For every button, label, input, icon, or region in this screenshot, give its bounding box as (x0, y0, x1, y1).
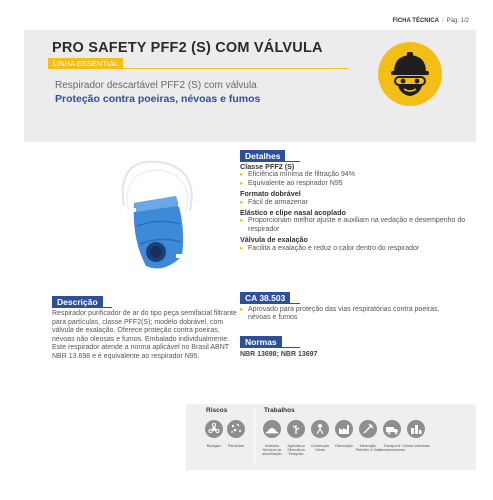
norms-text: NBR 13698; NBR 13697 (240, 351, 318, 358)
product-tagline: Proteção contra poeiras, névoas e fumos (55, 93, 261, 105)
topbar-separator: / (441, 18, 444, 24)
details-group (240, 163, 470, 188)
details-heading: Detalhes (240, 150, 285, 162)
job-label: Agricultura Silvicultura Pesquisa (287, 444, 305, 457)
biohazard-icon (205, 420, 223, 438)
risk-label: Biológico (206, 444, 222, 448)
details-item: ▸ Facilita a exalação e reduz o calor dentro do respirador (240, 245, 470, 253)
risks-jobs-divider (254, 408, 255, 464)
other-industries-icon (407, 420, 425, 438)
details-group-title: Elástico e clipe nasal acoplado (240, 208, 346, 218)
transport-icon (383, 420, 401, 438)
description-text: Respirador purificador de ar do tipo peça semifacial filtrante para partículas, classe PFF2(S); modelo dobrável, com válvula de exalação. Oferece proteção contra poeiras, névoas não oleosas e fumos. Embalado individualmente. Este respirador atende a norma aplicável no Brasil ABNT NBR 13.698 e é equivalente ao respirador N95. (52, 310, 237, 360)
description-heading: Descrição (52, 296, 103, 308)
job-label: Outras indústrias (402, 444, 430, 448)
ca-rule (240, 303, 300, 304)
details-item: ▸ Proporcionam melhor ajuste e auxiliam na vedação e desempenho do respirador (240, 217, 470, 234)
details-group (240, 236, 470, 253)
details-item: ▸ Eficiência mínima de filtração 94% (240, 171, 470, 179)
mining-icon (359, 420, 377, 438)
product-line-rule (48, 68, 348, 69)
particles-icon (227, 420, 245, 438)
details-group (240, 209, 470, 234)
job-label: Hotelaria Serviços de alimentação (262, 444, 282, 457)
product-subtitle: Respirador descartável PFF2 (S) com válvula (55, 80, 257, 91)
ca-list (240, 306, 460, 323)
description-rule (52, 307, 112, 308)
ca-item: ▸ Aprovado para proteção das vias respiratórias contra poeiras, névoas e fumos (240, 306, 460, 323)
job-label: Construção Obras (310, 444, 330, 453)
hospitality-icon (263, 420, 281, 438)
agriculture-icon (287, 420, 305, 438)
job-label: Mineração Petróleo & Gás (355, 444, 381, 453)
ca-number-heading: CA 38.503 (240, 292, 290, 304)
norms-heading: Normas (240, 336, 282, 348)
risk-label: Partículas (228, 444, 244, 448)
risks-heading: Riscos (206, 407, 228, 414)
product-line-badge: LINHA ESSENTIAL (48, 58, 123, 69)
details-group-title: Válvula de exalação (240, 235, 308, 245)
job-label: Fabricação (335, 444, 353, 448)
worker-helmet-goggles-icon (378, 42, 442, 106)
job-label: Transporte Armazenamento (378, 444, 406, 453)
norms-rule (240, 347, 300, 348)
product-title: PRO SAFETY PFF2 (S) COM VÁLVULA (52, 40, 323, 56)
jobs-heading: Trabalhos (264, 407, 295, 414)
details-group-title: Classe PFF2 (S) (240, 162, 295, 171)
respirator-mask-image (104, 148, 204, 288)
details-item: ▸ Equivalente ao respirador N95 (240, 180, 470, 188)
doc-type-label: FICHA TÉCNICA (392, 18, 439, 24)
manufacturing-icon (335, 420, 353, 438)
details-section (240, 163, 470, 255)
construction-icon (311, 420, 329, 438)
details-group-title: Formato dobrável (240, 189, 301, 199)
page-number: Pág. 1/2 (446, 18, 469, 24)
details-group (240, 190, 470, 207)
details-item: ▸ Fácil de armazenar (240, 199, 470, 207)
